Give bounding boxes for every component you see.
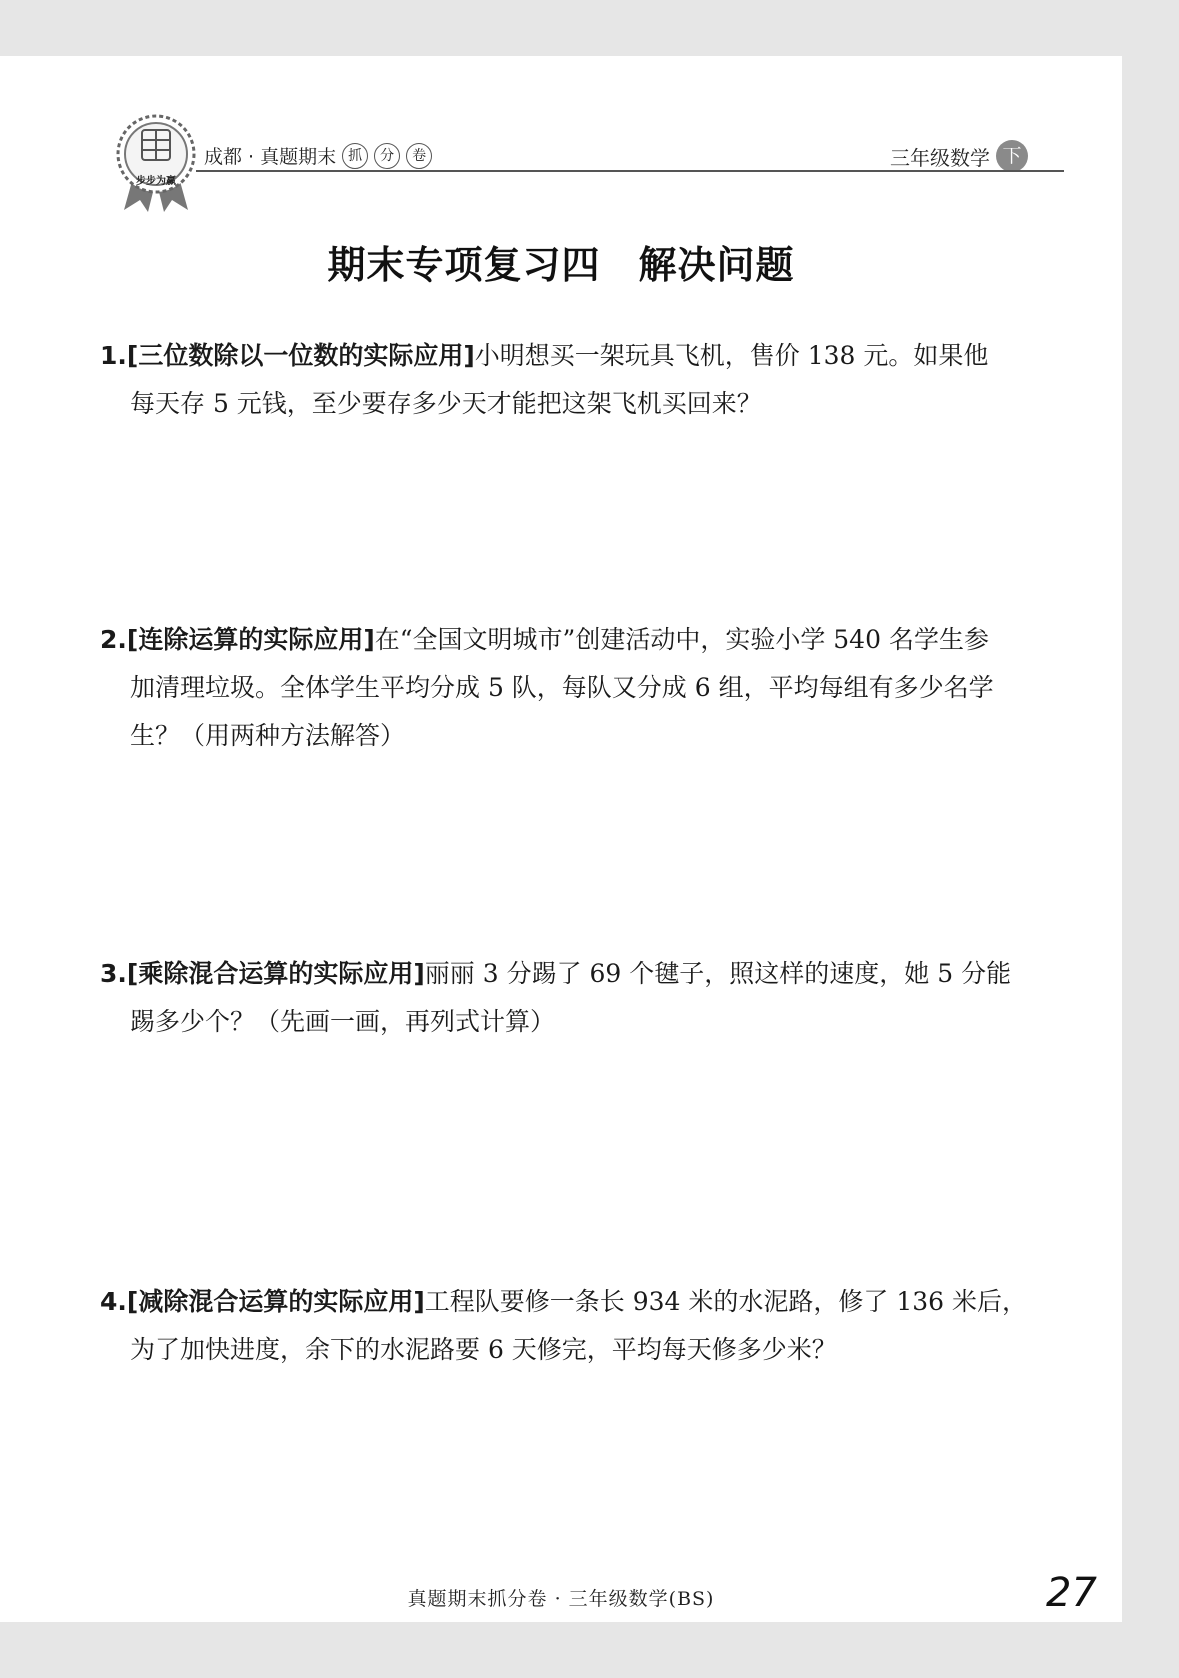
header-circled-char: 分 <box>374 143 400 169</box>
header-circled-char: 抓 <box>342 143 368 169</box>
question-text-line: 生？（用两种方法解答） <box>130 721 406 750</box>
question-text-line: 小明想买一架玩具飞机，售价 138 元。如果他 <box>474 341 989 370</box>
question-number: 3. <box>100 959 127 988</box>
header-subject-text: 三年级数学 <box>890 145 990 170</box>
footer-text: 真题期末抓分卷 · 三年级数学(BS) <box>407 1588 715 1610</box>
header-circled-char: 卷 <box>406 143 432 169</box>
header-rule <box>196 170 1064 172</box>
badge-text: 步步为赢 <box>136 176 176 187</box>
question-tag: [乘除混合运算的实际应用] <box>126 959 425 988</box>
page <box>0 56 1122 1622</box>
question-tag: [三位数除以一位数的实际应用] <box>126 341 475 370</box>
question-text-line: 工程队要修一条长 934 米的水泥路，修了 136 米后， <box>424 1287 1027 1316</box>
question-text-line: 丽丽 3 分踢了 69 个毽子，照这样的速度，她 5 分能 <box>424 959 1012 988</box>
question-tag: [减除混合运算的实际应用] <box>126 1287 425 1316</box>
header-subject <box>890 140 1028 172</box>
header-series-text: 成都 · 真题期末 <box>204 146 337 168</box>
page-title-sub: 解决问题 <box>638 243 795 287</box>
question-3 <box>100 950 1080 1046</box>
page-title-main: 期末专项复习四 <box>327 243 601 287</box>
question-number: 1. <box>100 341 127 370</box>
question-text-line: 每天存 5 元钱，至少要存多少天才能把这架飞机买回来？ <box>130 389 762 418</box>
header-series <box>204 142 432 169</box>
question-1 <box>100 332 1080 428</box>
question-text-line: 加清理垃圾。全体学生平均分成 5 队，每队又分成 6 组，平均每组有多少名学 <box>130 673 994 702</box>
question-2 <box>100 616 1080 760</box>
ribbon-badge-icon <box>112 114 200 202</box>
question-text-line: 踢多少个？（先画一画，再列式计算） <box>130 1007 556 1036</box>
question-number: 4. <box>100 1287 127 1316</box>
page-title <box>0 234 1122 289</box>
question-4 <box>100 1278 1080 1374</box>
question-tag: [连除运算的实际应用] <box>126 625 375 654</box>
page-number: 27 <box>1046 1570 1097 1616</box>
question-text-line: 为了加快进度，余下的水泥路要 6 天修完，平均每天修多少米？ <box>130 1335 837 1364</box>
question-number: 2. <box>100 625 127 654</box>
volume-mark: 下 <box>996 140 1028 172</box>
question-text-line: 在“全国文明城市”创建活动中，实验小学 540 名学生参 <box>374 625 989 654</box>
